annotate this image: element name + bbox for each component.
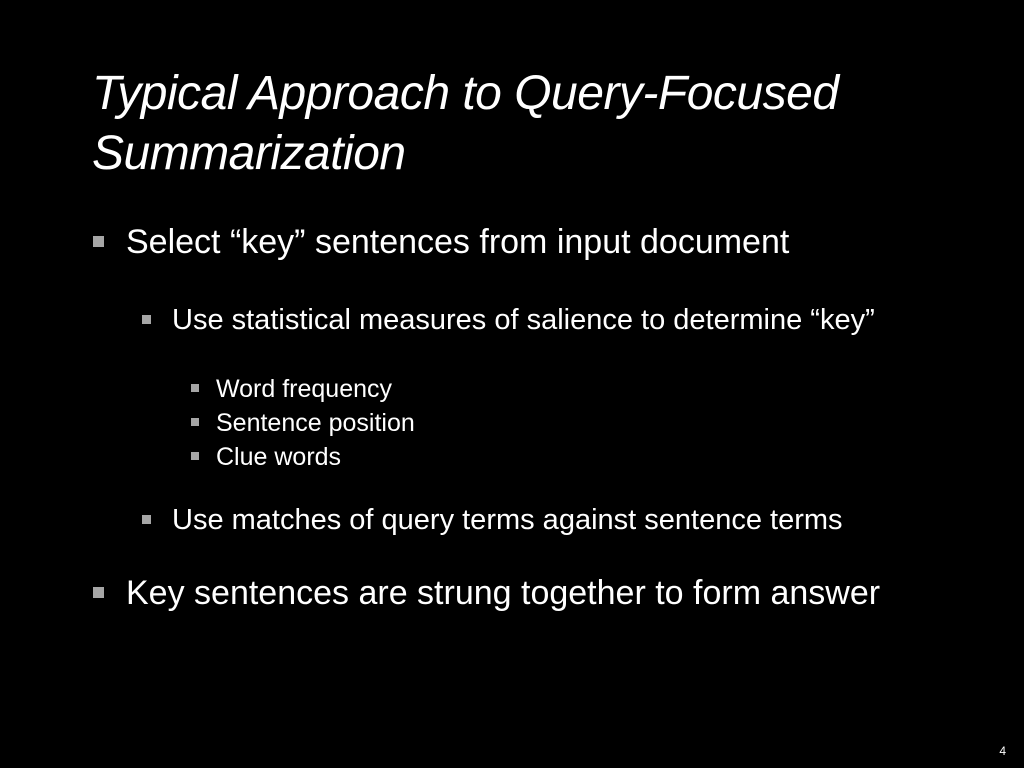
square-bullet-icon <box>93 236 104 247</box>
bullet-select-key-sentences <box>126 223 986 261</box>
bullet-text: Sentence position <box>216 409 415 437</box>
square-bullet-icon <box>191 452 199 460</box>
bullet-text: Use matches of query terms against sentence terms <box>172 504 843 536</box>
square-bullet-icon <box>93 587 104 598</box>
bullet-key-sentences-strung <box>126 574 986 612</box>
subsubbullet-clue-words <box>216 442 916 472</box>
bullet-text: Use statistical measures of salience to determine “key” <box>172 304 875 336</box>
bullet-text: Word frequency <box>216 375 393 403</box>
subsubbullet-word-frequency <box>216 374 916 404</box>
subbullet-query-term-matches <box>172 505 972 535</box>
square-bullet-icon <box>191 418 199 426</box>
bullet-text: Clue words <box>216 443 342 471</box>
square-bullet-icon <box>142 315 151 324</box>
page-number: 4 <box>999 744 1006 758</box>
square-bullet-icon <box>191 384 199 392</box>
square-bullet-icon <box>142 515 151 524</box>
slide-title: Typical Approach to Query-Focused Summarization <box>92 67 839 180</box>
bullet-text: Key sentences are strung together to form answer <box>126 574 881 612</box>
subbullet-statistical-measures <box>172 305 972 335</box>
subsubbullet-sentence-position <box>216 408 916 438</box>
bullet-text: Select “key” sentences from input document <box>126 223 790 261</box>
